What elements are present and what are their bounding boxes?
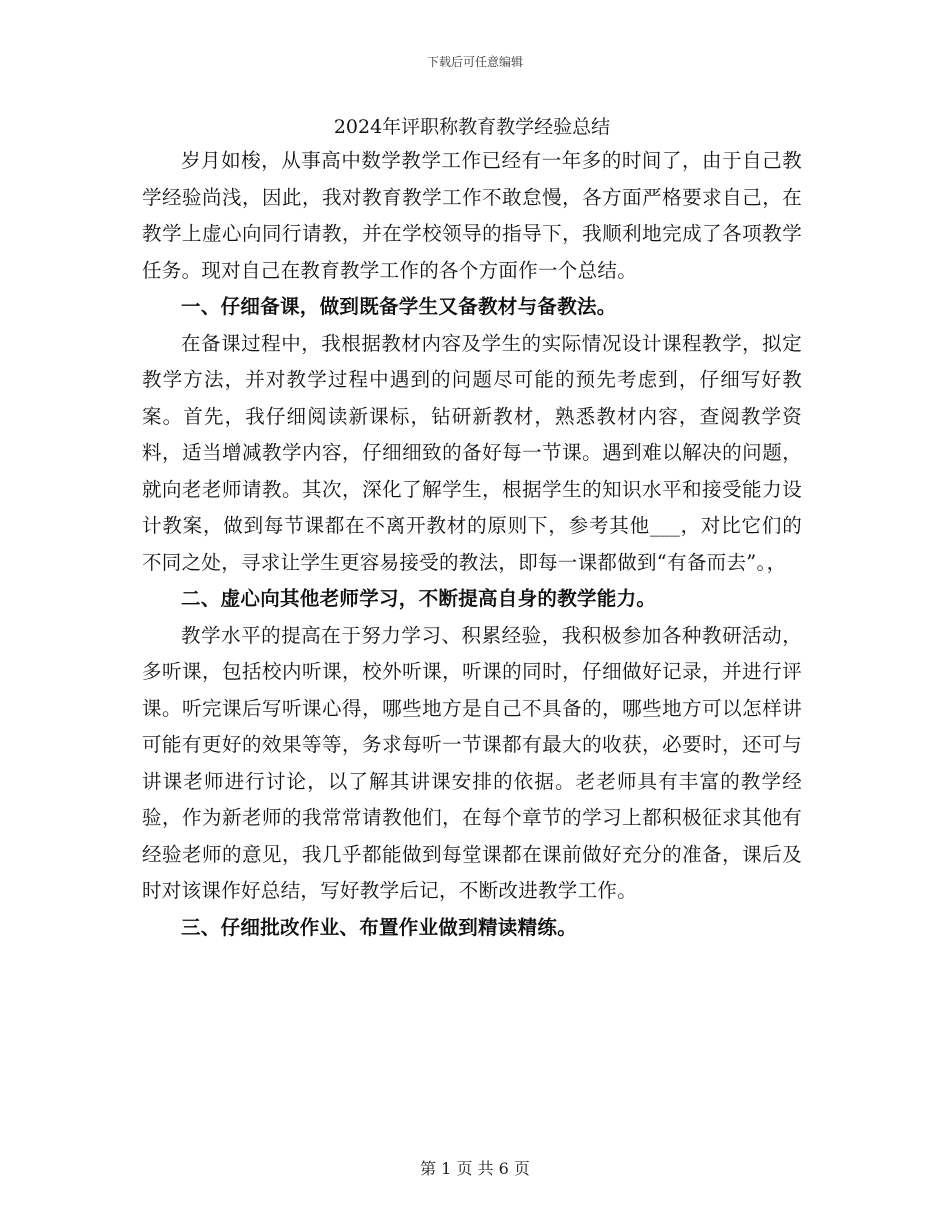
section-2-paragraph: 教学水平的提高在于努力学习、积累经验，我积极参加各种教研活动，多听课，包括校内听课，校外听课，听课的同时，仔细做好记录，并进行评课。听完课后写听课心得，哪些地方是自己不具备的，哪些地方可以怎样讲可能有更好的效果等等，务求每听一节课都有最大的收获，必要时，还可与讲课老师进行讨论，以了解其讲课安排的依据。老老师具有丰富的教学经验，作为新老师的我常常请教他们，在每个章节的学习上都积极征求其他有经验老师的意见，我几乎都能做到每堂课都在课前做好充分的准备，课后及时对该课作好总结，写好教学后记，不断改进教学工作。 [142, 623, 802, 902]
section-2-heading: 二、虚心向其他老师学习，不断提高自身的教学能力。 [181, 587, 657, 610]
document-title: 2024年评职称教育教学经验总结 [333, 116, 611, 138]
section-3-heading: 三、仔细批改作业、布置作业做到精读精练。 [181, 915, 578, 939]
section-1-heading: 一、仔细备课，做到既备学生又备教材与备教法。 [181, 295, 617, 318]
page-footer: 第 1 页 共 6 页 [420, 1159, 530, 1178]
page-header: 下载后可任意编辑 [426, 55, 523, 69]
section-1-paragraph: 在备课过程中，我根据教材内容及学生的实际情况设计课程教学，拟定教学方法，并对教学过程中遇到的问题尽可能的预先考虑到，仔细写好教案。首先，我仔细阅读新课标，钻研新教材，熟悉教材内容，查阅教学资料，适当增减教学内容，仔细细致的备好每一节课。遇到难以解决的问题，就向老老师请教。其次，深化了解学生，根据学生的知识水平和接受能力设计教案，做到每节课都在不离开教材的原则下，参考其他___，对比它们的不同之处，寻求让学生更容易接受的教法，即每一课都做到“有备而去”。， [142, 331, 802, 574]
intro-paragraph: 岁月如梭，从事高中数学教学工作已经有一年多的时间了，由于自己教学经验尚浅，因此，我对教育教学工作不敢怠慢，各方面严格要求自己，在教学上虚心向同行请教，并在学校领导的指导下，我顺利地完成了各项教学任务。现对自己在教育教学工作的各个方面作一个总结。 [142, 149, 802, 282]
document-body [142, 112, 802, 946]
